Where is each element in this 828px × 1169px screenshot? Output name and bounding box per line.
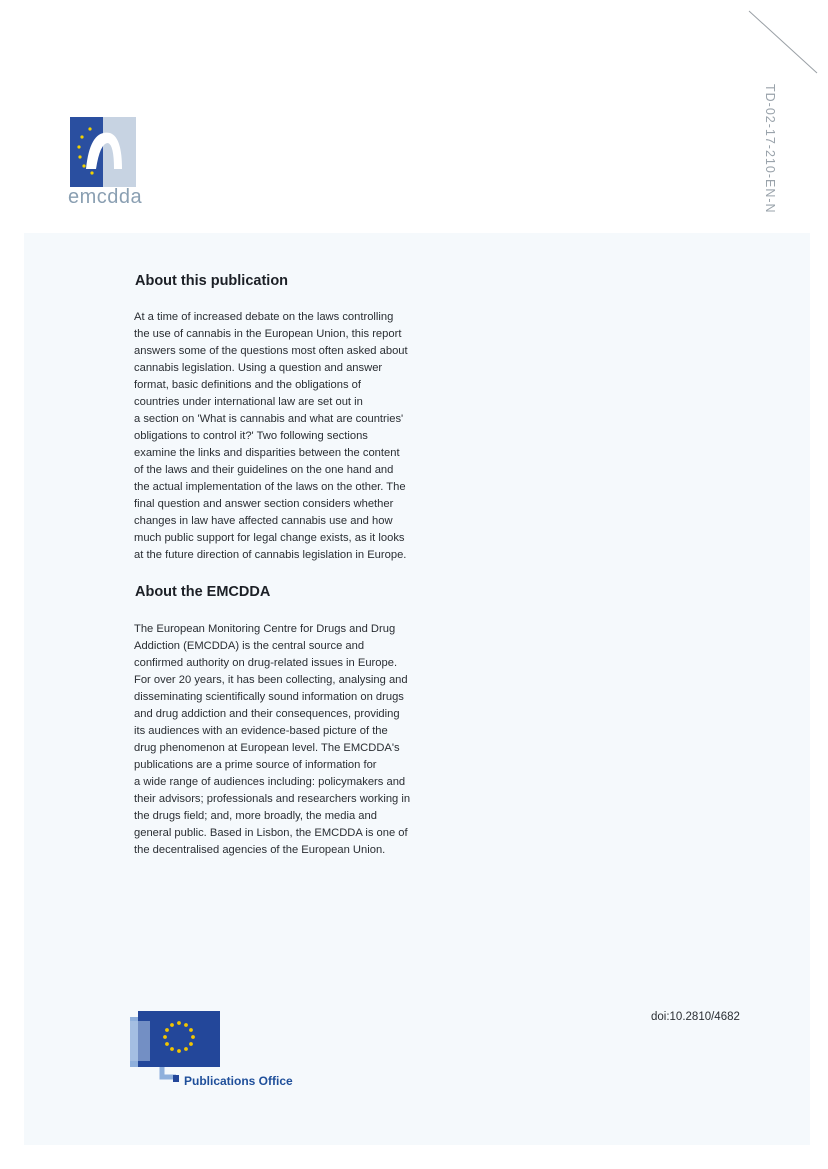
paragraph-line: a wide range of audiences including: policymakers and — [134, 776, 406, 788]
paragraph-line: publications are a prime source of information for — [134, 759, 377, 771]
emcdda-brand-text: emcdda — [68, 186, 143, 208]
paragraph-line: The European Monitoring Centre for Drugs and Drug — [134, 623, 396, 635]
paragraph-line: obligations to control it?' Two following sections — [134, 430, 368, 442]
paragraph-line: the use of cannabis in the European Union, this report — [134, 328, 402, 340]
paragraph-line: For over 20 years, it has been collecting, analysing and — [134, 674, 408, 686]
paragraph-line: drug phenomenon at European level. The EMCDDA's — [134, 742, 400, 754]
about-emcdda-body — [134, 621, 440, 859]
paragraph-line: answers some of the questions most often asked about — [134, 345, 408, 357]
publications-office-label: Publications Office — [184, 1074, 293, 1088]
about-emcdda-title: About the EMCDDA — [135, 584, 271, 600]
doi-reference: doi:10.2810/4682 — [651, 1011, 740, 1023]
paragraph-line: cannabis legislation. Using a question and answer — [134, 362, 383, 374]
paragraph-line: confirmed authority on drug-related issues in Europe. — [134, 657, 398, 669]
paragraph-line: changes in law have affected cannabis use and how — [134, 515, 393, 527]
paragraph-line: examine the links and disparities between the content — [134, 447, 400, 459]
paragraph-line: countries under international law are set out in — [134, 396, 363, 408]
paragraph-line: the actual implementation of the laws on the other. The — [134, 481, 406, 493]
paragraph-line: a section on 'What is cannabis and what are countries' — [134, 413, 404, 425]
paragraph-line: of the laws and their guidelines on the one hand and — [134, 464, 394, 476]
paragraph-line: Addiction (EMCDDA) is the central source and — [134, 640, 365, 652]
about-publication-body — [134, 309, 440, 564]
about-publication-title: About this publication — [135, 273, 289, 289]
paragraph-line: final question and answer section considers whether — [134, 498, 394, 510]
paragraph-line: general public. Based in Lisbon, the EMCDDA is one of — [134, 827, 408, 839]
corner-fold-mark — [745, 5, 825, 75]
paragraph-line: its audiences with an evidence-based picture of the — [134, 725, 388, 737]
catalogue-code: TD-02-17-210-EN-N — [763, 84, 777, 214]
paragraph-line: At a time of increased debate on the laws controlling — [134, 311, 394, 323]
paragraph-line: much public support for legal change exists, as it looks — [134, 532, 405, 544]
paragraph-line: at the future direction of cannabis legislation in Europe. — [134, 549, 407, 561]
paragraph-line: their advisors; professionals and researchers working in — [134, 793, 411, 805]
paragraph-line: the decentralised agencies of the European Union. — [134, 844, 386, 856]
paragraph-line: format, basic definitions and the obligations of — [134, 379, 361, 391]
paragraph-line: the drugs field; and, more broadly, the media and — [134, 810, 377, 822]
paragraph-line: disseminating scientifically sound information on drugs — [134, 691, 404, 703]
paragraph-line: and drug addiction and their consequences, providing — [134, 708, 400, 720]
emcdda-logo-icon — [70, 117, 136, 187]
